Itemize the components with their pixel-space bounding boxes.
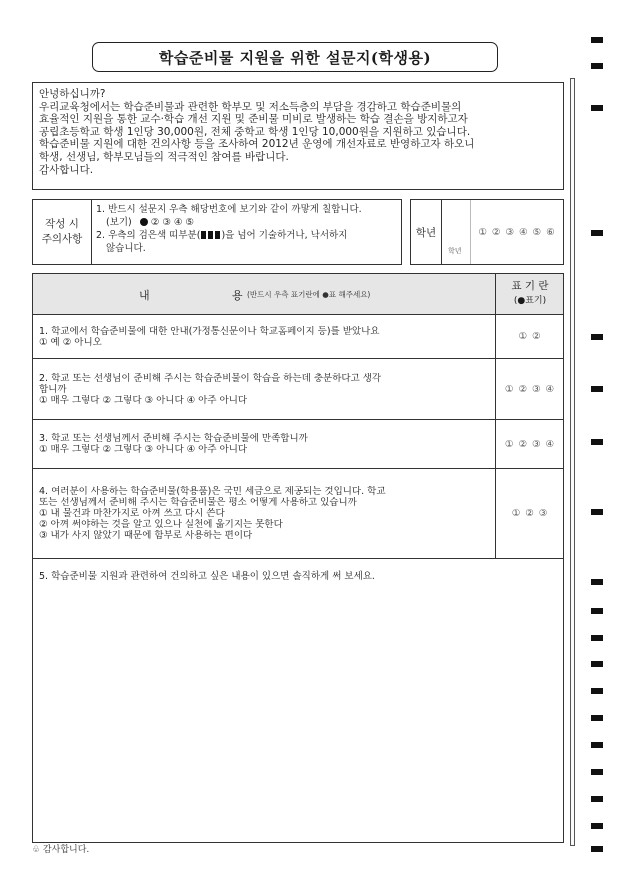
intro-line: 학습준비물 지원에 대한 건의사항 등을 조사하여 2012년 운영에 개선자료로 반영하고자 하오니 bbox=[39, 138, 475, 151]
instruction-3: 않습니다. bbox=[106, 243, 146, 254]
timing-mark bbox=[591, 715, 603, 721]
instructions-label bbox=[33, 200, 92, 264]
question-row bbox=[33, 315, 563, 359]
footer-thanks: ♧ 감사합니다. bbox=[32, 845, 90, 855]
answer-marks[interactable]: ① ② ③ ④ bbox=[495, 359, 564, 419]
header-mark bbox=[495, 274, 564, 314]
timing-mark bbox=[591, 635, 603, 641]
timing-mark bbox=[591, 688, 603, 694]
margin-rail bbox=[570, 78, 575, 846]
instruction-2 bbox=[96, 229, 398, 242]
timing-mark bbox=[591, 742, 603, 748]
intro-line: 공립초등학교 학생 1인당 30,000원, 전체 중학교 학생 1인당 10,000원을 지원하고 있습니다. bbox=[39, 125, 471, 138]
timing-mark bbox=[591, 579, 603, 585]
question-line: 4. 여러분이 사용하는 학습준비물(학용품)은 국민 세금으로 제공되는 것입니다. 학교 bbox=[39, 486, 386, 497]
question-line: 1. 학교에서 학습준비물에 대한 안내(가정통신문이나 학교홈페이지 등)를 받았나요 bbox=[39, 325, 380, 337]
question-line: ③ 내가 사지 않았기 때문에 함부로 사용하는 편이다 bbox=[39, 530, 253, 541]
instruction-2a: 2. 우측의 검은색 띠부분( bbox=[96, 230, 201, 241]
instructions-label-line1: 작성 시 bbox=[45, 218, 79, 230]
black-band-icon bbox=[208, 231, 213, 239]
header-ne: 내 bbox=[139, 289, 150, 302]
question-line: ① 예 ② 아니오 bbox=[39, 336, 102, 348]
question-line: ① 매우 그렇다 ② 그렇다 ③ 아니다 ④ 아주 아니다 bbox=[39, 394, 248, 406]
question-line: ① 매우 그렇다 ② 그렇다 ③ 아니다 ④ 아주 아니다 bbox=[39, 444, 248, 455]
black-band-icon bbox=[201, 231, 206, 239]
timing-mark bbox=[591, 439, 603, 445]
question-line: 3. 학교 또는 선생님께서 준비해 주시는 학습준비물에 만족합니까 bbox=[39, 433, 308, 444]
question-row bbox=[33, 469, 563, 559]
grade-write-area[interactable] bbox=[442, 200, 471, 264]
grade-box bbox=[410, 199, 564, 265]
question-line: 2. 학교 또는 선생님이 준비해 주시는 학습준비물이 학습을 하는데 충분하다고 생각 bbox=[39, 372, 382, 384]
grade-small-label: 학년 bbox=[448, 247, 462, 255]
question-line: ② 아껴 써야하는 것을 알고 있으나 실천에 옮기지는 못한다 bbox=[39, 519, 283, 530]
question-row bbox=[33, 420, 563, 469]
black-band-icon bbox=[215, 231, 220, 239]
question-text bbox=[33, 315, 495, 358]
timing-mark bbox=[591, 386, 603, 392]
intro-message bbox=[32, 82, 564, 190]
open-question: 5. 학습준비물 지원과 관련하여 건의하고 싶은 내용이 있으면 솔직하게 써 보세요. bbox=[39, 571, 375, 582]
answer-marks[interactable]: ① ② ③ ④ bbox=[495, 420, 564, 468]
timing-mark bbox=[591, 796, 603, 802]
timing-mark bbox=[591, 63, 603, 69]
timing-mark bbox=[591, 37, 603, 43]
timing-mark bbox=[591, 230, 603, 236]
intro-line: 우리교육청에서는 학습준비물과 관련한 학부모 및 저소득층의 부담을 경감하고 학습준비물의 bbox=[39, 100, 462, 113]
instruction-2b: )을 넘어 기술하거나, 낙서하지 bbox=[221, 230, 348, 241]
intro-line: 학생, 선생님, 학부모님들의 적극적인 참여를 바랍니다. bbox=[39, 150, 289, 163]
header-content bbox=[33, 274, 495, 314]
header-mark-sub: (●표기) bbox=[513, 296, 547, 306]
timing-mark bbox=[591, 608, 603, 614]
timing-mark bbox=[591, 661, 603, 667]
timing-mark bbox=[591, 769, 603, 775]
answer-marks[interactable]: ① ② ③ bbox=[495, 469, 564, 558]
timing-mark bbox=[591, 823, 603, 829]
survey-table bbox=[32, 273, 564, 843]
question-line: 또는 선생님께서 준비해 주시는 학습준비물은 평소 어떻게 사용하고 있습니까 bbox=[39, 497, 357, 508]
example-options: ② ③ ④ ⑤ bbox=[150, 217, 194, 228]
intro-line: 효율적인 지원을 통한 교수·학습 개선 지원 및 준비물 미비로 발생하는 학습 결손을 방지하고자 bbox=[39, 113, 468, 126]
survey-title: 학습준비물 지원을 위한 설문지(학생용) bbox=[92, 42, 498, 72]
timing-mark bbox=[591, 846, 603, 852]
question-row bbox=[33, 359, 563, 420]
instruction-example bbox=[96, 216, 398, 229]
grade-label: 학년 bbox=[411, 200, 442, 264]
question-line: 합니까 bbox=[39, 383, 67, 395]
question-text bbox=[33, 469, 495, 558]
timing-mark bbox=[591, 509, 603, 515]
instruction-1: 1. 반드시 설문지 우측 해당번호에 보기와 같이 까맣게 칠합니다. bbox=[96, 204, 362, 215]
instructions-text bbox=[92, 200, 401, 264]
header-mark-title: 표 기 란 bbox=[511, 280, 549, 292]
question-line: ① 내 물건과 마찬가지로 아껴 쓰고 다시 쓴다 bbox=[39, 508, 225, 519]
header-note: (반드시 우측 표기란에 ●표 해주세요) bbox=[247, 290, 371, 299]
instructions-label-line2: 주의사항 bbox=[41, 233, 83, 245]
filled-circle-icon bbox=[140, 218, 148, 226]
question-text bbox=[33, 420, 495, 468]
answer-marks[interactable]: ① ② bbox=[495, 315, 564, 358]
intro-line: 안녕하십니까? bbox=[39, 88, 106, 100]
timing-mark bbox=[591, 334, 603, 340]
question-text bbox=[33, 359, 495, 419]
timing-mark bbox=[591, 105, 603, 111]
header-yong: 용 bbox=[232, 289, 243, 302]
grade-options[interactable]: ① ② ③ ④ ⑤ ⑥ bbox=[478, 226, 556, 238]
intro-line: 감사합니다. bbox=[39, 163, 94, 176]
survey-header bbox=[33, 274, 563, 315]
instructions-box bbox=[32, 199, 402, 265]
example-prefix: (보기) bbox=[106, 217, 132, 228]
